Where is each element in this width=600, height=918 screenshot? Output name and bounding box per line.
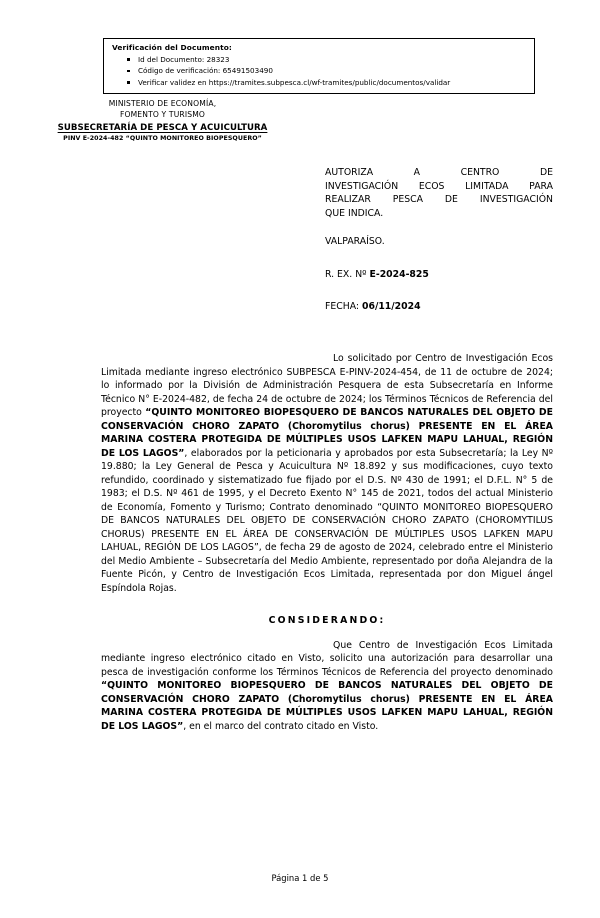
verification-title: Verificación del Documento: xyxy=(112,43,232,52)
resolution-label: R. EX. Nº xyxy=(325,268,370,280)
letterhead-subsecretaria: SUBSECRETARÍA DE PESCA Y ACUICULTURA xyxy=(57,122,268,133)
document-verification-box xyxy=(103,38,535,94)
date-value: 06/11/2024 xyxy=(362,301,421,313)
considerando-project-name: “QUINTO MONITOREO BIOPESQUERO DE BANCOS NATURALES DEL OBJETO DE CONSERVACIÓN CHORO ZAPATO (Choromytilus chorus) PRESENTE EN EL ÁREA MARINA COSTERA PROTEGIDA DE MÚLTIPLES USOS LAFKEN MAPU LAHUAL, REGIÓN DE LOS LAGOS” xyxy=(101,680,553,732)
subject-line-4: QUE INDICA. xyxy=(325,207,384,219)
page-footer xyxy=(0,873,600,883)
verification-item-url: Verificar validez en https://tramites.subpesca.cl/wf-tramites/public/documentos/validar xyxy=(138,77,528,88)
page-number-label: Página 1 de 5 xyxy=(271,873,329,883)
considerando-text-part-2: , en el marco del contrato citado en Visto. xyxy=(183,720,379,732)
letterhead-ministry-line1: MINISTERIO DE ECONOMÍA, xyxy=(108,99,217,108)
visto-text-part-1: Lo solicitado por Centro de Investigación Ecos Limitada mediante ingreso electrónico SUBPESCA E-PINV-2024-454, de 11 de octubre de 2024; lo informado por la División de Administración Pesquera de esta Subsecretaría en Informe Técnico N° E-2024-482, de fecha 24 de octubre de 2024; los Términos Técnicos de Referencia del proyecto xyxy=(101,353,553,419)
verification-list xyxy=(112,54,528,88)
resolution-number-line xyxy=(325,268,553,282)
letterhead-project-reference: PINV E-2024-482 “QUINTO MONITOREO BIOPESQUERO” xyxy=(63,135,262,143)
considerando-heading: CONSIDERANDO: xyxy=(268,615,386,627)
resolution-date-line xyxy=(325,300,553,314)
subject-line-2: INVESTIGACIÓN ECOS LIMITADA PARA xyxy=(325,180,553,192)
letterhead-ministry-line2: FOMENTO Y TURISMO xyxy=(119,109,206,119)
verification-item-code: Código de verificación: 65491503490 xyxy=(138,65,528,76)
considerando-paragraph xyxy=(101,639,553,734)
visto-paragraph xyxy=(101,352,553,595)
subject-line-1: AUTORIZA A CENTRO DE xyxy=(325,167,553,178)
verification-item-document-id: Id del Documento: 28323 xyxy=(138,54,528,65)
document-body xyxy=(101,352,553,733)
subject-line-3: REALIZAR PESCA DE INVESTIGACIÓN xyxy=(325,194,553,206)
spacer-after-considerando xyxy=(101,628,553,639)
considerando-text-part-1: Que Centro de Investigación Ecos Limitada mediante ingreso electrónico citado en Visto, solicito una autorización para desarrollar una pesca de investigación conforme los Términos Técnicos de Referencia del proyecto denominado xyxy=(101,639,553,678)
issuing-city: VALPARAÍSO. xyxy=(325,236,385,248)
resolution-title-block xyxy=(325,166,553,314)
visto-project-name: “QUINTO MONITOREO BIOPESQUERO DE BANCOS NATURALES DEL OBJETO DE CONSERVACIÓN CHORO ZAPATO (Choromytilus chorus) PRESENTE EN EL ÁREA MARINA COSTERA PROTEGIDA DE MÚLTIPLES USOS LAFKEN MAPU LAHUAL, REGIÓN DE LOS LAGOS” xyxy=(101,407,553,459)
spacer-before-considerando xyxy=(101,595,553,614)
visto-text-part-2: , elaborados por la peticionaria y aprobados por esta Subsecretaría; la Ley Nº 19.880; la Ley General de Pesca y Acuicultura Nº 18.892 y sus modificaciones, cuyo texto refundido, coordinado y sistematizado fue fijado por el D.S. Nº 430 de 1991; el D.F.L. N° 5 de 1983; el D.S. Nº 461 de 1995, y el Decreto Exento N° 145 de 2021, todos del actual Ministerio de Economía, Fomento y Turismo; Contrato denominado “QUINTO MONITOREO BIOPESQUERO DE BANCOS NATURALES DEL OBJETO DE CONSERVACIÓN CHORO ZAPATO (CHOROMYTILUS CHORUS) PRESENTE EN EL ÁREA DE CONSERVACIÓN DE MÚLTIPLES USOS LAFKEN MAPU LAHUAL, REGIÓN DE LOS LAGOS”, de fecha 29 de agosto de 2024, celebrado entre el Ministerio del Medio Ambiente – Subsecretaría del Medio Ambiente, representado por doña Alejandra de la Fuente Picón, y Centro de Investigación Ecos Limitada, representada por don Miguel ángel Espíndola Rojas. xyxy=(101,447,553,594)
resolution-number: E-2024-825 xyxy=(369,268,429,280)
letterhead xyxy=(20,99,305,144)
date-label: FECHA: xyxy=(325,301,362,313)
